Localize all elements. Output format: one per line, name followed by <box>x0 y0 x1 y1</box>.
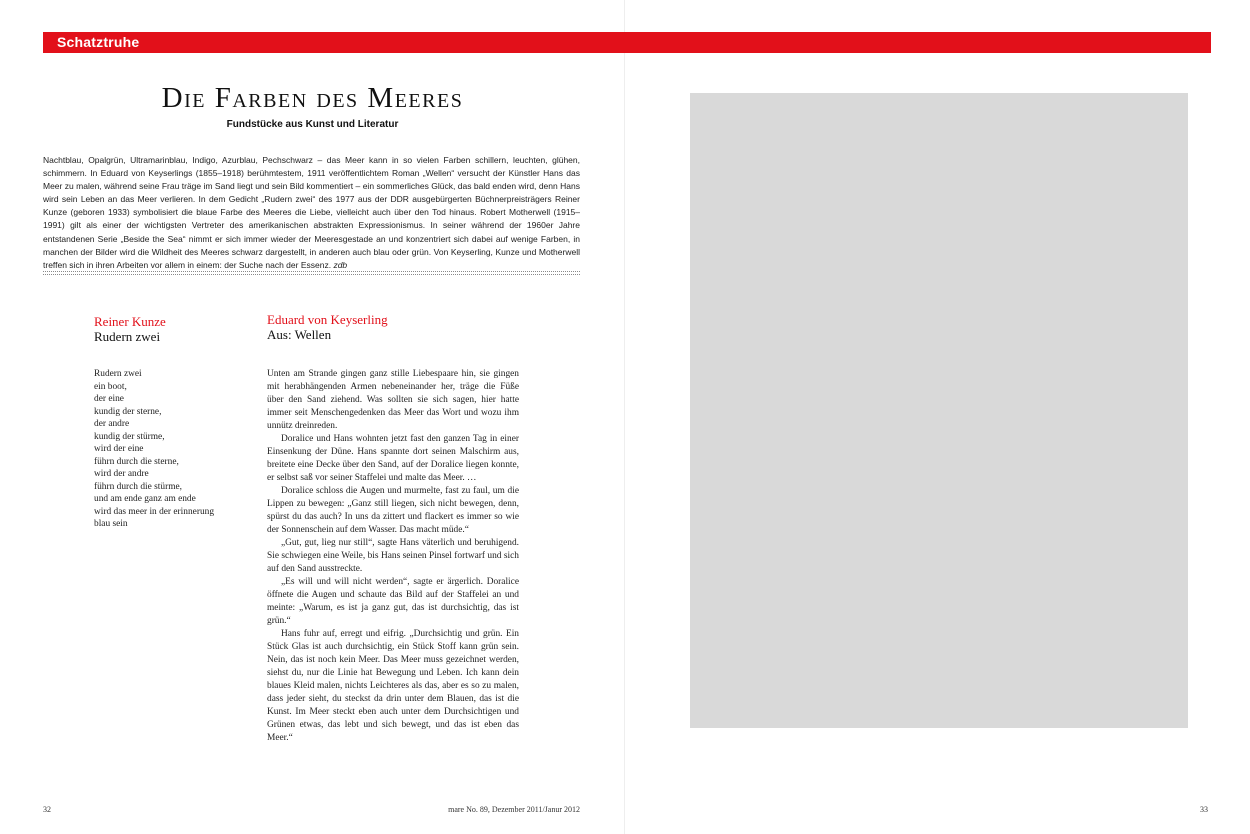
section-label: Schatztruhe <box>57 34 140 50</box>
intro-signature: zdb <box>333 259 348 270</box>
excerpt-paragraph: Doralice schloss die Augen und murmelte, fast zu faul, um die Lippen zu bewegen: „Ganz still liegen, sich nicht bewegen, denn, spürst du das auch? In uns da zittert und flackert es immer so wie der Sonnenschein auf dem Wasser. Das macht müde.“ <box>267 486 519 535</box>
poem-line: der andre <box>94 419 130 429</box>
poem-line: wird der andre <box>94 469 149 479</box>
poem-body <box>94 368 244 531</box>
excerpt-paragraph: „Es will und will nicht werden“, sagte er ärgerlich. Doralice öffnete die Augen und schaute das Bild auf der Staffelei an und meinte: „Warum, es ist ja ganz gut, das ist durchsichtig, das ist grün.“ <box>267 577 519 626</box>
poem-line: wird das meer in der erinnerung <box>94 506 215 517</box>
excerpt-body <box>267 368 519 745</box>
page-number-left: 32 <box>43 805 51 814</box>
intro-text: Nachtblau, Opalgrün, Ultramarinblau, Indigo, Azurblau, Pechschwarz – das Meer kann in so vielen Farben schillern, leuchten, glühen, schimmern. In Eduard von Keyserlings (1855–1918) berühmtestem, 1911 veröffentlichtem Roman „Wellen“ versucht der Künstler Hans das Meer zu malen, während seine Frau träge im Sand liegt und sein Bild kommentiert – ein sommerliches Glück, das bald enden wird, denn Hans wird sein Leben an das Meer verlieren. In dem Gedicht „Rudern zwei“ des 1977 aus der DDR ausgebürgerten Büchnerpreisträgers Reiner Kunze (geboren 1933) symbolisiert die blaue Farbe des Meeres die Liebe, vielleicht auch über den Tod hinaus. Robert Motherwell (1915–1991) gilt als einer der wichtigsten Vertreter des amerikanischen abstrakten Expressionismus. In seiner während der 1960er Jahre entstandenen Serie „Beside the Sea“ nimmt er sich immer wieder der Meeresgestade an und konzentriert sich dabei auf wenige Farben, in manchen der Bilder wird die Wildheit des Meeres schwarz dargestellt, in anderen auch blau oder grün. Von Keyserling, Kunze und Motherwell treffen sich in ihren Arbeiten vor allem in einem: der Suche nach der Essenz. <box>43 155 580 270</box>
excerpt-paragraph: Doralice und Hans wohnten jetzt fast den ganzen Tag in einer Einsenkung der Düne. Hans spannte dort seinen Malschirm aus, breitete eine Decke über den Sand, auf der Doralice liegen konnte, er selbst saß vor seiner Staffelei und malte das Meer. … <box>267 434 519 483</box>
excerpt-title: Aus: Wellen <box>267 327 332 342</box>
excerpt-paragraph: „Gut, gut, lieg nur still“, sagte Hans väterlich und beruhigend. Sie schwiegen eine Weile, bis Hans seinen Pinsel fortwarf und sich auf den Sand ausstreckte. <box>267 538 519 574</box>
section-bar <box>43 32 1211 53</box>
poem-line: kundig der stürme, <box>94 431 165 442</box>
poem-author: Reiner Kunze <box>94 314 166 329</box>
article-title: Die Farben des Meeres <box>161 82 464 114</box>
excerpt-paragraph: Unten am Strande gingen ganz stille Liebespaare hin, sie gingen mit herabhängenden Armen nebeneinander her, träge die Füße über den Sand ziehend. Was sollten sie sich sagen, hier hatte immer seit Menschengedenken das Meer das Wort und wozu ihm unnütz dreinreden. <box>267 369 519 431</box>
page-number-right: 33 <box>1200 805 1208 814</box>
artwork-image-placeholder <box>690 93 1188 728</box>
poem-line: führn durch die sterne, <box>94 456 179 467</box>
spread-gutter <box>624 0 625 834</box>
poem-line: Rudern zwei <box>94 369 142 379</box>
issue-info: mare No. 89, Dezember 2011/Janur 2012 <box>448 805 580 814</box>
excerpt-author: Eduard von Keyserling <box>267 312 388 327</box>
poem-title: Rudern zwei <box>94 329 161 344</box>
section-divider <box>43 271 580 275</box>
poem-line: wird der eine <box>94 444 144 454</box>
excerpt-paragraph: Hans fuhr auf, erregt und eifrig. „Durchsichtig und grün. Ein Stück Glas ist auch durchsichtig, ein Stück Stoff kann grün sein. Nein, das ist noch kein Meer. Das Meer muss gezeichnet werden, siehst du, nur die Linie hat Bewegung und Leben. Ich kann dein blaues Kleid malen, nichts Leichteres als das, aber es so zu malen, dass jeder sieht, du steckst da drin unter dem Blauen, das ist die Kunst. Im Meer steckt eben auch unter dem Durchsichtigen und Grünen etwas, das lebt und sich bewegt, und das ist eben das Meer.“ <box>267 629 519 743</box>
poem-line: kundig der sterne, <box>94 406 162 417</box>
article-subtitle: Fundstücke aus Kunst und Literatur <box>226 119 399 130</box>
poem-line: führn durch die stürme, <box>94 481 182 492</box>
poem-line: der eine <box>94 394 124 404</box>
poem-line: ein boot, <box>94 381 127 392</box>
poem-line: blau sein <box>94 519 128 529</box>
poem-line: und am ende ganz am ende <box>94 494 196 504</box>
intro-paragraph <box>43 154 580 272</box>
